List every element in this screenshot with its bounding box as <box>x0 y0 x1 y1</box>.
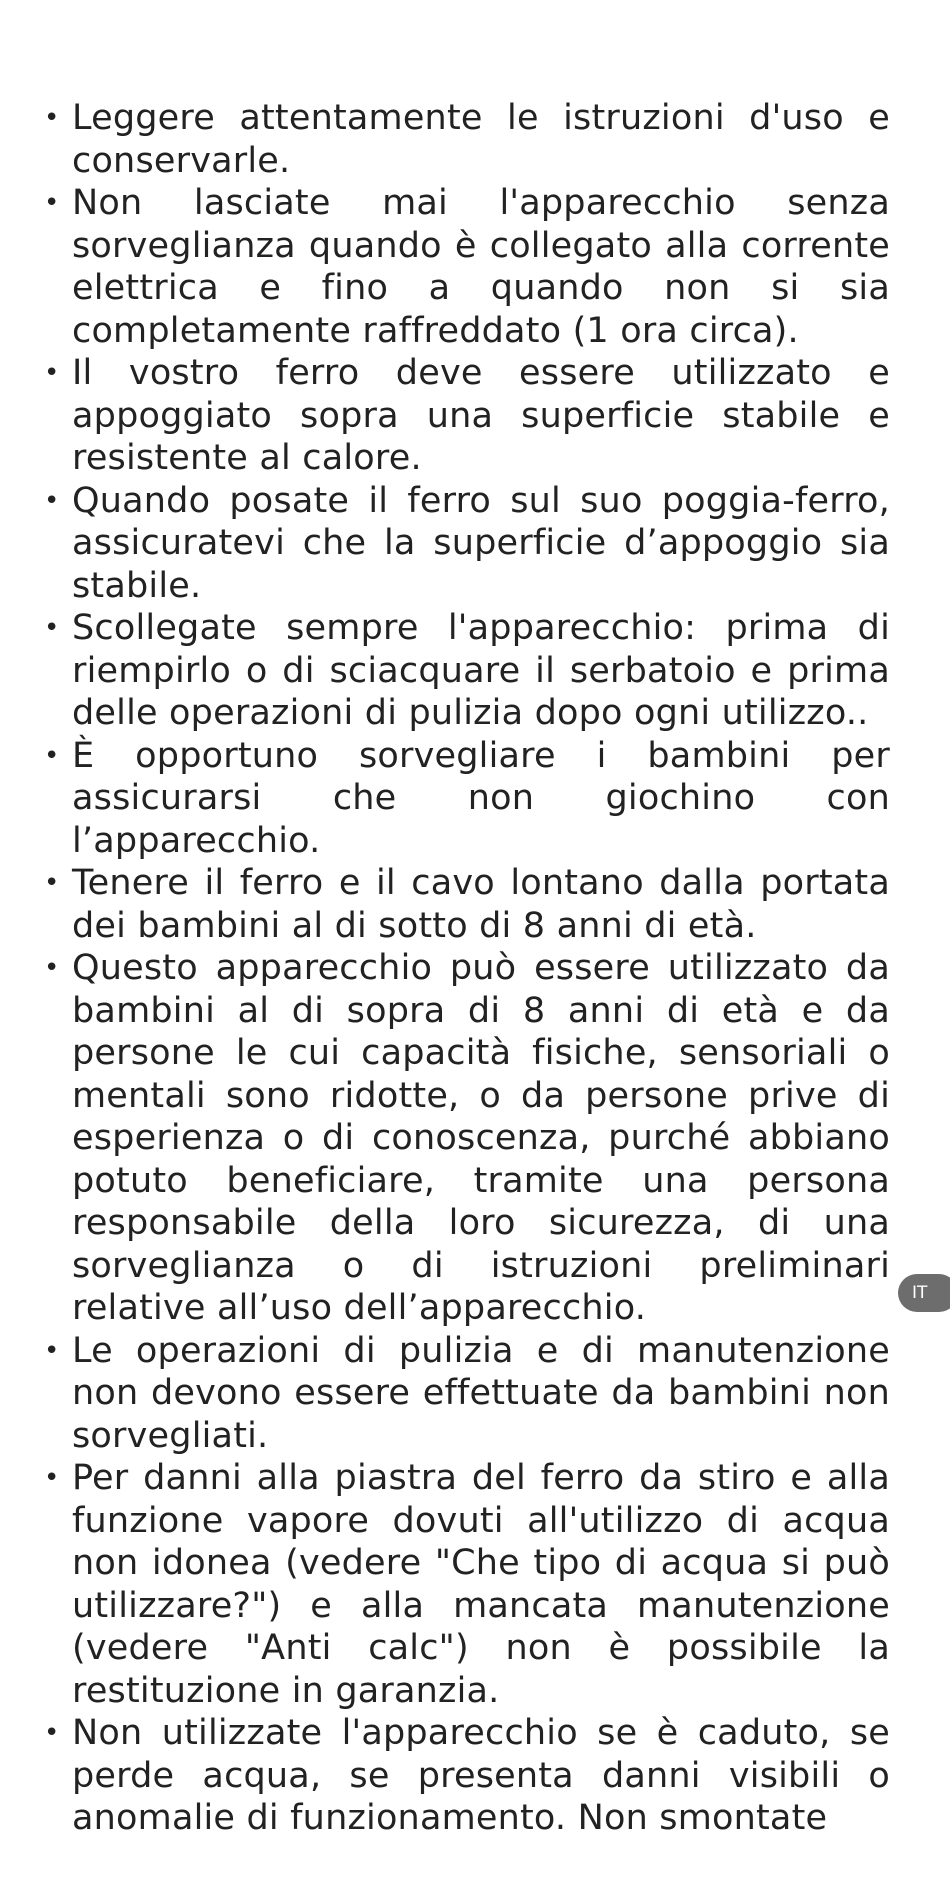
bullet-icon: • <box>44 613 60 643</box>
bullet-icon: • <box>44 868 60 898</box>
bullet-icon: • <box>44 740 60 771</box>
bullet-icon: • <box>44 358 60 388</box>
bullet-icon: • <box>44 188 60 218</box>
bullet-list <box>44 97 890 1840</box>
list-item-text: Scollegate sempre l'apparecchio: prima di riempirlo o di sciacquare il serbatoio e prima delle operazioni di pulizia dopo ogni utilizzo.. <box>72 608 890 733</box>
safety-instructions <box>44 97 890 1840</box>
list-item <box>44 947 890 1330</box>
list-item-text: Per danni alla piastra del ferro da stiro e alla funzione vapore dovuti all'utilizzo di acqua non idonea (vedere "Che tipo di acqua si può utilizzare?") e alla mancata manutenzione (vedere "Anti calc") non è possibile la restituzione in garanzia. <box>72 1458 890 1711</box>
list-item <box>44 480 890 608</box>
list-item <box>44 862 890 947</box>
list-item <box>44 1712 890 1840</box>
list-item-text: Questo apparecchio può essere utilizzato da bambini al di sopra di 8 anni di età e da persone le cui capacità fisiche, sensoriali o mentali sono ridotte, o da persone prive di esperienza o di conoscenza, purché abbiano potuto beneficiare, tramite una persona responsabile della loro sicurezza, di una sorveglianza o di istruzioni preliminari relative all’uso dell’apparecchio. <box>72 948 890 1328</box>
bullet-icon: • <box>44 1718 60 1748</box>
bullet-icon: • <box>44 485 60 516</box>
list-item-text: Non utilizzate l'apparecchio se è caduto, se perde acqua, se presenta danni visibili o anomalie di funzionamento. Non smontate <box>72 1713 890 1838</box>
language-tab: IT <box>898 1274 950 1312</box>
list-item <box>44 735 890 863</box>
list-item <box>44 352 890 480</box>
list-item-text: È opportuno sorvegliare i bambini per assicurarsi che non giochino con l’apparecchio. <box>72 735 890 861</box>
list-item <box>44 97 890 182</box>
list-item-text: Non lasciate mai l'apparecchio senza sorveglianza quando è collegato alla corrente elettrica e fino a quando non si sia completamente raffreddato (1 ora circa). <box>72 183 890 351</box>
list-item-text: Quando posate il ferro sul suo poggia-ferro, assicuratevi che la superficie d’appoggio sia stabile. <box>72 480 890 606</box>
list-item-text: Tenere il ferro e il cavo lontano dalla portata dei bambini al di sotto di 8 anni di età. <box>72 863 890 946</box>
list-item-text: Leggere attentamente le istruzioni d'uso e conservarle. <box>72 98 890 181</box>
list-item <box>44 607 890 735</box>
list-item-text: Le operazioni di pulizia e di manutenzione non devono essere effettuate da bambini non sorvegliati. <box>72 1330 890 1456</box>
list-item <box>44 1330 890 1458</box>
bullet-icon: • <box>44 1335 60 1366</box>
bullet-icon: • <box>44 1463 60 1493</box>
list-item <box>44 182 890 352</box>
list-item <box>44 1457 890 1712</box>
bullet-icon: • <box>44 103 60 133</box>
list-item-text: Il vostro ferro deve essere utilizzato e appoggiato sopra una superficie stabile e resistente al calore. <box>72 353 890 478</box>
bullet-icon: • <box>44 953 60 983</box>
